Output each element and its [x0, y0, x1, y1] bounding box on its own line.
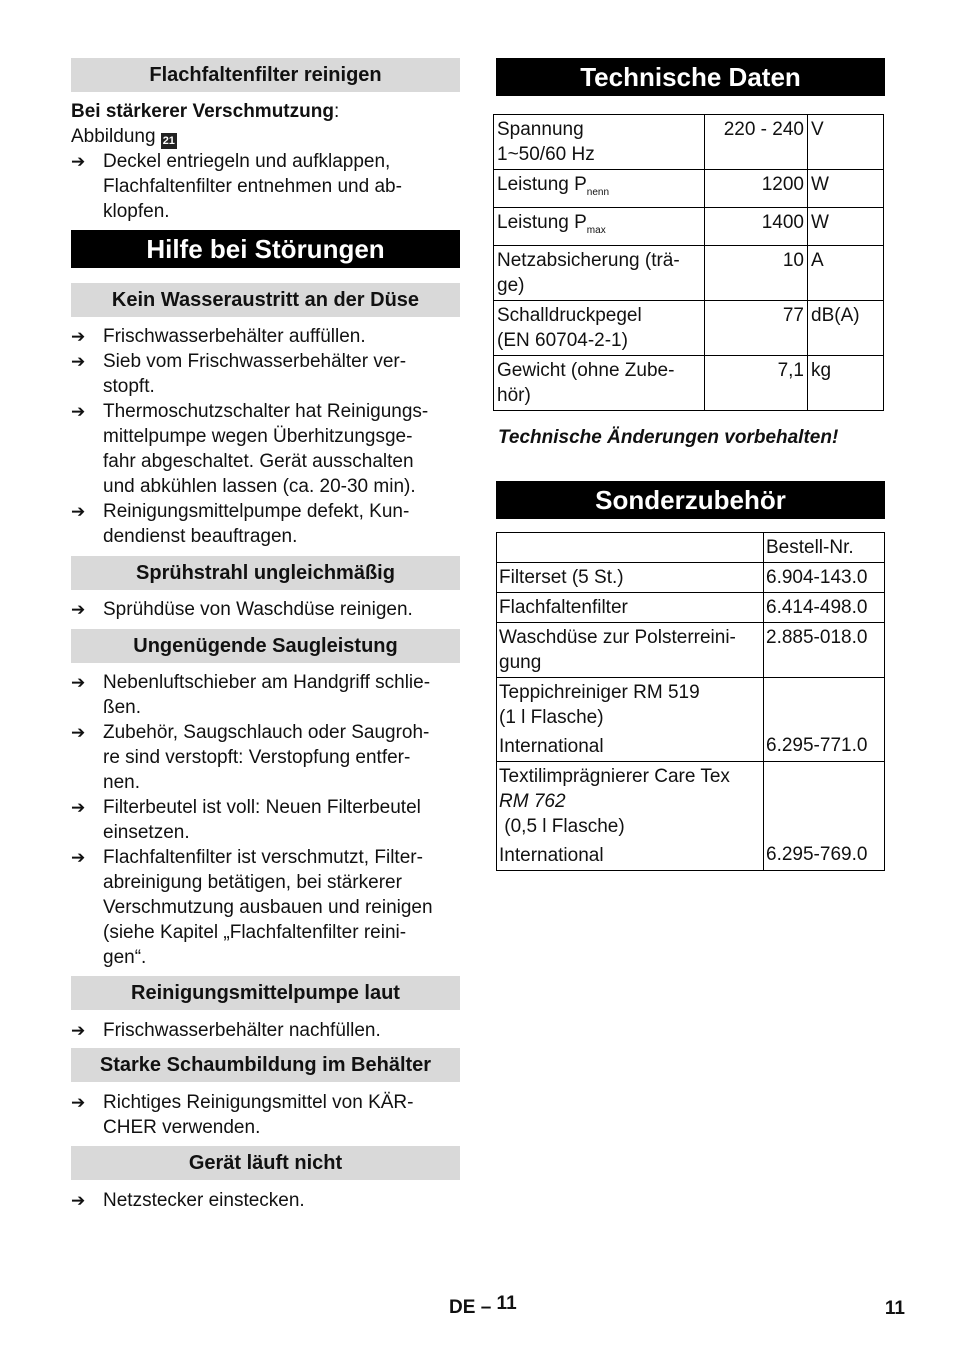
list-item-text: Thermoschutzschalter hat Reinigungs- mittelpumpe wegen Überhitzungsge- fahr abgeschaltet. Gerät ausschalten und abkühlen lassen (ca. 20-30 min). [103, 401, 429, 497]
list-item-text: Sieb vom Frischwasserbehälter ver- stopft. [103, 351, 407, 397]
list-item-text: Flachfaltenfilter ist verschmutzt, Filter- abreinigung betätigen, bei stärkerer Verschmutzung ausbauen und reinigen (siehe Kapitel „Flachfaltenfilter reini- gen“. [103, 847, 433, 968]
list-item [71, 1018, 460, 1043]
chapter-title-accessories: Sonderzubehör [496, 481, 885, 519]
accessory-model: RM 762 [499, 791, 566, 812]
list-item-text: Frischwasserbehälter nachfüllen. [103, 1020, 381, 1041]
footer-page-ref: 11 [496, 1293, 517, 1314]
section-title-suction-power: Ungenügende Saugleistung [71, 629, 460, 663]
table-row [494, 207, 884, 245]
spec-label: Leistung P [497, 174, 587, 195]
technical-note: Technische Änderungen vorbehalten! [498, 427, 839, 448]
order-number: 6.904-143.0 [764, 563, 885, 593]
arrow-right-icon: ➔ [71, 848, 86, 867]
accessory-name: Textilimprägnierer Care Tex [499, 766, 730, 787]
page-footer-reference [449, 1293, 517, 1319]
table-row [494, 115, 884, 170]
section-title-foam: Starke Schaumbildung im Behälter [71, 1048, 460, 1082]
list-item [71, 499, 460, 549]
list-item-text: Richtiges Reinigungsmittel von KÄR- CHER verwenden. [103, 1092, 414, 1138]
spec-label: Spannung 1~50/60 Hz [494, 115, 705, 170]
spec-value: 10 [705, 245, 808, 300]
section-title-no-water: Kein Wasseraustritt an der Düse [71, 283, 460, 317]
list-item [71, 349, 460, 399]
list-item [71, 795, 460, 845]
spec-value: 1400 [705, 207, 808, 245]
order-number: 6.414-498.0 [764, 593, 885, 623]
spec-unit: W [808, 207, 884, 245]
accessory-variant: International [499, 736, 604, 757]
table-row [497, 533, 885, 563]
list-item-text: Nebenluftschieber am Handgriff schlie- ßen. [103, 672, 431, 718]
accessory-cell [497, 678, 764, 762]
arrow-right-icon: ➔ [71, 502, 86, 521]
spec-unit: W [808, 170, 884, 208]
accessories-table [496, 532, 885, 871]
figure-reference [71, 124, 177, 149]
section-title-filter-cleaning: Flachfaltenfilter reinigen [71, 58, 460, 92]
table-row [497, 678, 885, 762]
figure-label: Abbildung [71, 126, 156, 147]
list-item [71, 1090, 460, 1140]
page-number: 11 [884, 1298, 905, 1319]
colon: : [333, 101, 340, 122]
arrow-right-icon: ➔ [71, 1021, 86, 1040]
list-item [71, 324, 460, 349]
arrow-right-icon: ➔ [71, 402, 86, 421]
arrow-right-icon: ➔ [71, 152, 86, 171]
list-item [71, 597, 460, 622]
list-item [71, 845, 460, 970]
spec-label-subscript: max [586, 224, 606, 236]
list-item [71, 720, 460, 795]
arrow-right-icon: ➔ [71, 673, 86, 692]
accessory-name: Teppichreiniger RM 519 (1 l Flasche) [499, 682, 700, 728]
section-title-pump-loud: Reinigungsmittelpumpe laut [71, 976, 460, 1010]
order-number: 6.295-771.0 [764, 678, 885, 762]
figure-number-badge: 21 [162, 135, 175, 147]
list-item-text: Reinigungsmittelpumpe defekt, Kun- dendienst beauftragen. [103, 501, 410, 547]
accessory-name: Waschdüse zur Polsterreini- gung [497, 623, 764, 678]
arrow-right-icon: ➔ [71, 352, 86, 371]
list-item [71, 399, 460, 499]
table-row [494, 300, 884, 355]
arrow-right-icon: ➔ [71, 723, 86, 742]
table-row [497, 762, 885, 871]
spec-value: 7,1 [705, 355, 808, 410]
spec-label: Gewicht (ohne Zube- hör) [494, 355, 705, 410]
section-title-device-not-running: Gerät läuft nicht [71, 1146, 460, 1180]
language-code: DE [449, 1297, 476, 1318]
table-row [497, 563, 885, 593]
arrow-right-icon: ➔ [71, 1191, 86, 1210]
table-row [497, 623, 885, 678]
list-item [71, 149, 460, 224]
spec-value: 77 [705, 300, 808, 355]
severe-dirt-label: Bei stärkerer Verschmutzung [71, 101, 334, 122]
list-item-text: Netzstecker einstecken. [103, 1190, 305, 1211]
spec-label-cell [494, 207, 705, 245]
spec-label-subscript: nenn [586, 186, 610, 198]
list-item-text: Sprühdüse von Waschdüse reinigen. [103, 599, 413, 620]
list-item-text: Zubehör, Saugschlauch oder Saugroh- re sind verstopft: Verstopfung entfer- nen. [103, 722, 430, 793]
list-item [71, 1188, 460, 1213]
list-item [71, 670, 460, 720]
accessory-size: (0,5 l Flasche) [499, 816, 625, 837]
order-number-header: Bestell-Nr. [764, 533, 885, 563]
chapter-title-troubleshooting: Hilfe bei Störungen [71, 230, 460, 268]
table-row [494, 170, 884, 208]
footer-dash: – [480, 1297, 492, 1318]
spec-label-cell [494, 170, 705, 208]
spec-label: Leistung P [497, 211, 587, 233]
severe-dirt-line [71, 99, 339, 124]
accessory-name: Filterset (5 St.) [497, 563, 764, 593]
arrow-right-icon: ➔ [71, 798, 86, 817]
spec-unit: dB(A) [808, 300, 884, 355]
order-number: 6.295-769.0 [764, 762, 885, 871]
list-item-text: Filterbeutel ist voll: Neuen Filterbeutel einsetzen. [103, 797, 421, 843]
spec-unit: kg [808, 355, 884, 410]
empty-header-cell [497, 533, 764, 563]
arrow-right-icon: ➔ [71, 600, 86, 619]
spec-value: 1200 [705, 170, 808, 208]
spec-unit: V [808, 115, 884, 170]
spec-value: 220 - 240 [705, 115, 808, 170]
accessory-cell [497, 762, 764, 871]
accessory-name: Flachfaltenfilter [497, 593, 764, 623]
spec-unit: A [808, 245, 884, 300]
chapter-title-technical-data: Technische Daten [496, 58, 885, 96]
technical-data-table [493, 114, 884, 411]
order-number: 2.885-018.0 [764, 623, 885, 678]
table-row [494, 245, 884, 300]
accessory-variant: International [499, 845, 604, 866]
spec-label: Netzabsicherung (trä- ge) [494, 245, 705, 300]
list-item-text: Deckel entriegeln und aufklappen, Flachfaltenfilter entnehmen und ab- klopfen. [103, 151, 402, 222]
table-row [494, 355, 884, 410]
spec-label: Schalldruckpegel (EN 60704-2-1) [494, 300, 705, 355]
arrow-right-icon: ➔ [71, 1093, 86, 1112]
section-title-spray-uneven: Sprühstrahl ungleichmäßig [71, 556, 460, 590]
arrow-right-icon: ➔ [71, 327, 86, 346]
table-row [497, 593, 885, 623]
list-item-text: Frischwasserbehälter auffüllen. [103, 326, 366, 347]
